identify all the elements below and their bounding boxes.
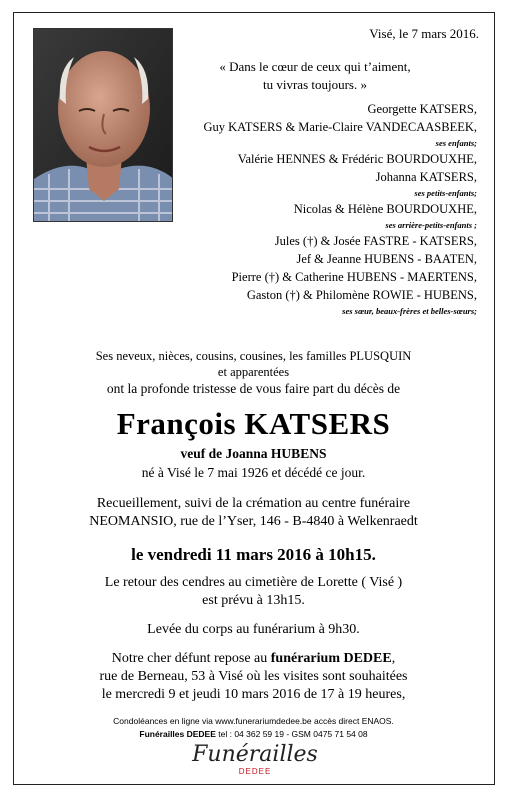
widow-line: veuf de Joanna HUBENS: [180, 446, 327, 461]
born-line: né à Visé le 7 mai 1926 et décédé ce jour.: [141, 465, 366, 480]
family-member: Jef & Jeanne HUBENS - BAATEN,: [296, 252, 477, 266]
repose-block: [0, 650, 507, 704]
ceremony-line-2: NEOMANSIO, rue de l’Yser, 146 - B-4840 à Welkenraedt: [89, 514, 418, 529]
ceremony-block: [0, 495, 507, 531]
repose-place: funérarium DEDEE: [270, 651, 392, 666]
condolences-block: [0, 715, 507, 741]
contact-info: tel : 04 362 59 19 - GSM 0475 71 54 08: [215, 729, 368, 739]
family-list: [97, 100, 477, 318]
family-member: Jules (†) & Josée FASTRE - KATSERS,: [274, 234, 477, 248]
nieces-line-1: Ses neveux, nièces, cousins, cousines, les familles PLUSQUIN: [95, 349, 412, 363]
quote-line-1: « Dans le cœur de ceux qui t’aiment,: [219, 59, 411, 74]
levee-line: Levée du corps au funérarium à 9h30.: [147, 622, 360, 637]
condolences-line: Condoléances en ligne via www.funerariumdedee.be accès direct ENAOS.: [113, 716, 394, 726]
family-member: Georgette KATSERS,: [367, 102, 477, 116]
repose-line-3: le mercredi 9 et jeudi 10 mars 2016 de 17 à 19 heures,: [101, 687, 406, 702]
nieces-block: [0, 348, 507, 380]
quote: [150, 58, 480, 94]
quote-line-2: tu vivras toujours. »: [263, 77, 367, 92]
logo-main: Funérailles: [192, 742, 318, 767]
relation-label: ses enfants;: [435, 138, 477, 148]
deceased-name: François KATSERS: [116, 406, 391, 441]
family-member: Guy KATSERS & Marie-Claire VANDECAASBEEK,: [203, 120, 477, 134]
family-member: Valérie HENNES & Frédéric BOURDOUXHE,: [237, 152, 477, 166]
ashes-line-1: Le retour des cendres au cimetière de Lorette ( Visé ): [104, 575, 403, 590]
logo-sub: DEDEE: [238, 767, 272, 776]
family-member: Pierre (†) & Catherine HUBENS - MAERTENS,: [231, 270, 477, 284]
ceremony-date: le vendredi 11 mars 2016 à 10h15.: [131, 545, 376, 564]
announce-line: ont la profonde tristesse de vous faire part du décès de: [106, 381, 401, 396]
family-member: Nicolas & Hélène BOURDOUXHE,: [293, 202, 477, 216]
ashes-line-2: est prévu à 13h15.: [202, 593, 305, 608]
relation-label: ses sœur, beaux-frères et belles-sœurs;: [342, 306, 477, 316]
relation-label: ses petits-enfants;: [414, 188, 477, 198]
date-line: Visé, le 7 mars 2016.: [369, 26, 479, 41]
nieces-line-2: et apparentées: [217, 365, 290, 379]
relation-label: ses arrière-petits-enfants ;: [385, 220, 477, 230]
family-member: Johanna KATSERS,: [375, 170, 477, 184]
ceremony-line-1: Recueillement, suivi de la crémation au centre funéraire: [96, 496, 411, 511]
repose-line-1: Notre cher défunt repose au funérarium DEDEE,: [111, 651, 396, 666]
repose-line-2: rue de Berneau, 53 à Visé où les visites sont souhaitées: [99, 669, 408, 684]
ashes-block: [0, 574, 507, 610]
funeral-home-logo: [190, 742, 320, 782]
contact-name: Funérailles DEDEE: [139, 729, 216, 739]
contact-line: [0, 728, 507, 741]
family-member: Gaston (†) & Philomène ROWIE - HUBENS,: [246, 288, 477, 302]
repose-prefix: Notre cher défunt repose au: [111, 651, 271, 666]
